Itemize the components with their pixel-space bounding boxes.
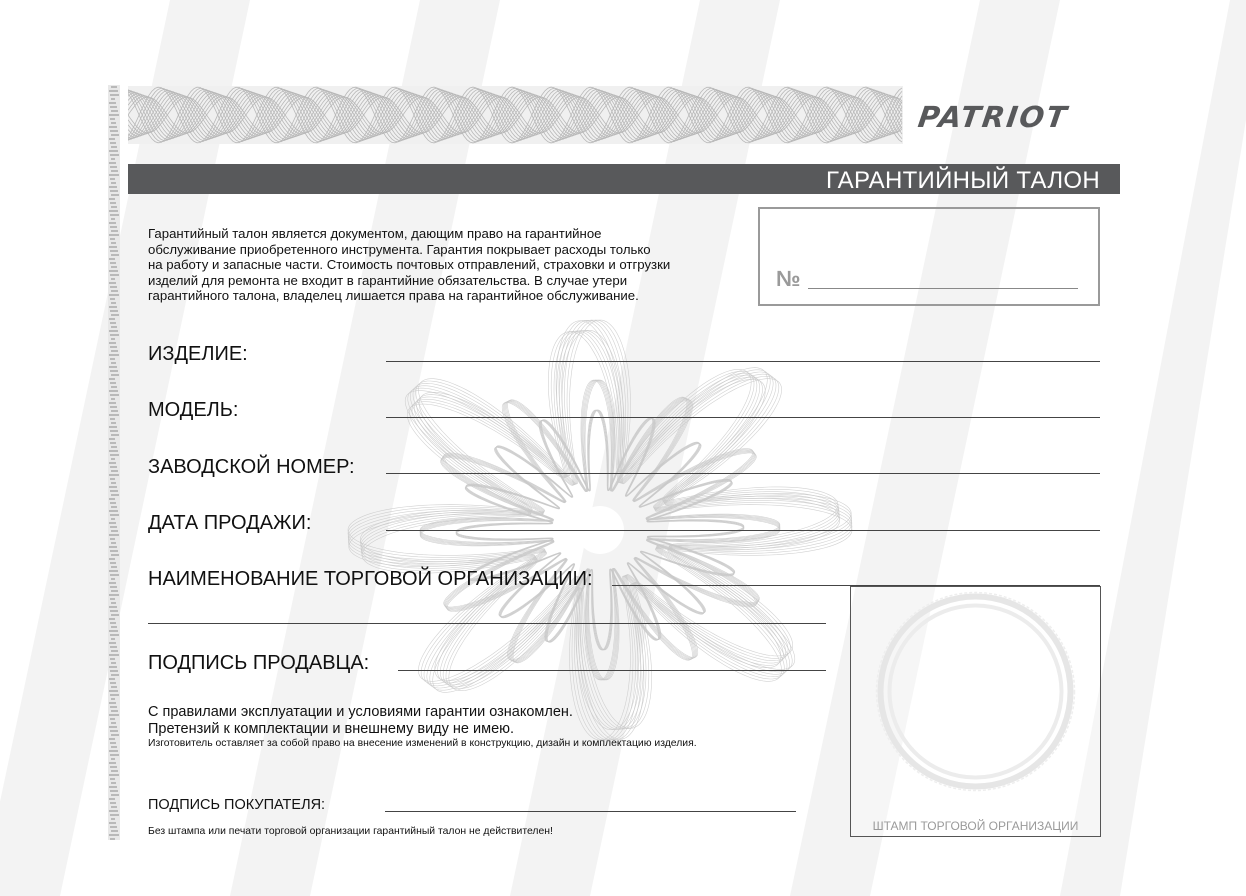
stamp-ring-watermark xyxy=(873,589,1078,794)
store-name-field-line-2[interactable] xyxy=(148,623,826,624)
validity-note: Без штампа или печати торговой организации гарантийный талон не действителен! xyxy=(148,826,553,837)
product-label: ИЗДЕЛИЕ: xyxy=(148,343,248,365)
stamp-caption: ШТАМП ТОРГОВОЙ ОРГАНИЗАЦИИ xyxy=(872,819,1079,833)
buyer-signature-label: ПОДПИСЬ ПОКУПАТЕЛЯ: xyxy=(148,797,326,813)
intro-line: обслуживание приобретенного инструмента. Гарантия покрывает расходы только xyxy=(148,241,651,257)
serial-number-field[interactable] xyxy=(386,473,1100,474)
title-bar xyxy=(128,164,1120,194)
number-label: № xyxy=(776,266,801,291)
intro-line: на работу и запасные части. Стоимость почтовых отправлений, страховки и отгрузки xyxy=(148,257,671,273)
security-border-strip xyxy=(108,85,120,840)
manufacturer-note: Изготовитель оставляет за собой право на внесение изменений в конструкцию, дизайн и комплектацию изделия. xyxy=(148,738,697,749)
intro-line: Гарантийный талон является документом, дающим право на гарантийное xyxy=(148,226,602,241)
guilloche-header-band xyxy=(128,86,903,144)
acknowledgement-text xyxy=(148,704,573,738)
intro-line: изделий для ремонта не входит в гарантийние обязательства. В случае утери xyxy=(148,272,628,288)
number-field[interactable] xyxy=(808,288,1078,289)
coupon-number-box xyxy=(758,207,1100,306)
sale-date-label: ДАТА ПРОДАЖИ: xyxy=(148,512,312,534)
sale-date-field[interactable] xyxy=(386,530,1100,531)
page-title: ГАРАНТИЙНЫЙ ТАЛОН xyxy=(825,167,1100,194)
seller-signature-label: ПОДПИСЬ ПРОДАВЦА: xyxy=(148,652,370,674)
store-name-label: НАИМЕНОВАНИЕ ТОРГОВОЙ ОРГАНИЗАЦИИ: xyxy=(148,568,593,590)
intro-text xyxy=(148,226,728,304)
model-field[interactable] xyxy=(386,417,1100,418)
acknowledgement-line-2: Претензий к комплектации и внешнему виду не имею. xyxy=(148,721,515,737)
model-label: МОДЕЛЬ: xyxy=(148,399,239,421)
buyer-signature-field[interactable] xyxy=(385,811,796,812)
patriot-logo: PATRIOT xyxy=(916,100,1071,134)
serial-number-label: ЗАВОДСКОЙ НОМЕР: xyxy=(148,456,355,478)
stamp-area xyxy=(850,586,1101,837)
intro-line: гарантийного талона, владелец лишается права на гарантийное обслуживание. xyxy=(148,288,639,304)
product-field[interactable] xyxy=(386,361,1100,362)
acknowledgement-line-1: С правилами эксплуатации и условиями гарантии ознакомлен. xyxy=(148,704,573,720)
seller-signature-field[interactable] xyxy=(398,670,826,671)
